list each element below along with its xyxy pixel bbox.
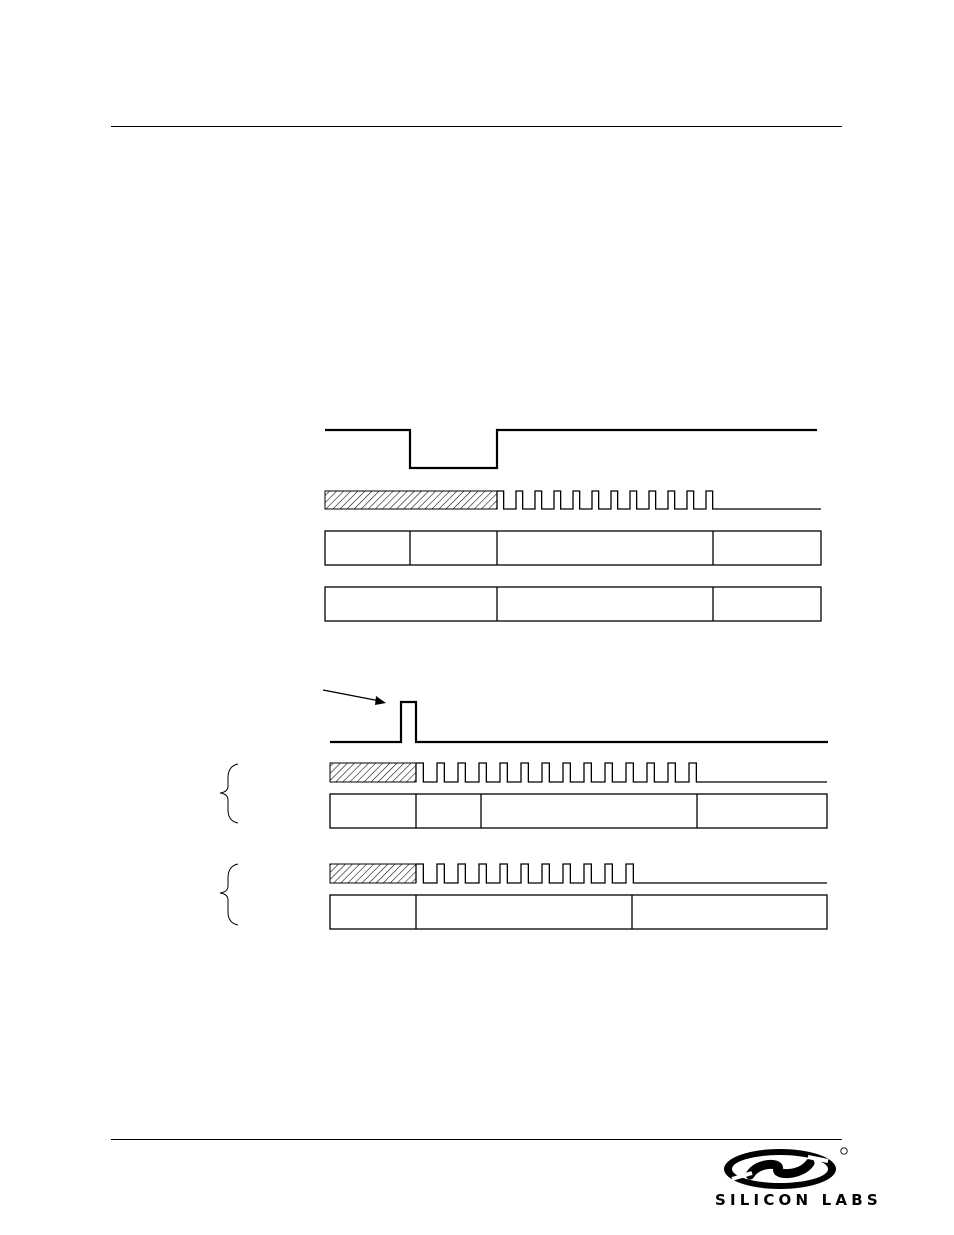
hatched-dont-care-region <box>330 864 416 883</box>
pointer-arrow <box>323 690 386 705</box>
logo-wordmark: SILICON LABS <box>715 1191 882 1209</box>
left-brace-icon <box>220 764 238 823</box>
footer-rule <box>111 1139 842 1140</box>
data-frame <box>325 531 821 565</box>
silicon-labs-logo-icon <box>712 1145 852 1191</box>
data-row-3 <box>330 794 827 828</box>
strobe-signal-high-pulse <box>330 702 828 742</box>
left-brace-icon <box>220 864 238 925</box>
hatched-dont-care-region <box>330 763 416 782</box>
figure-a <box>325 430 821 621</box>
data-frame <box>325 587 821 621</box>
data-row-2 <box>325 587 821 621</box>
data-row-4 <box>330 895 827 929</box>
clock-waveform <box>416 763 827 782</box>
clock-waveform <box>416 864 827 883</box>
data-frame <box>330 895 827 929</box>
data-frame <box>330 794 827 828</box>
figure-b <box>220 690 828 929</box>
silicon-labs-logo <box>712 1145 882 1215</box>
strobe-signal-low-pulse <box>325 430 817 468</box>
data-row-1 <box>325 531 821 565</box>
hatched-dont-care-region <box>325 491 497 509</box>
clock-waveform <box>497 491 821 509</box>
